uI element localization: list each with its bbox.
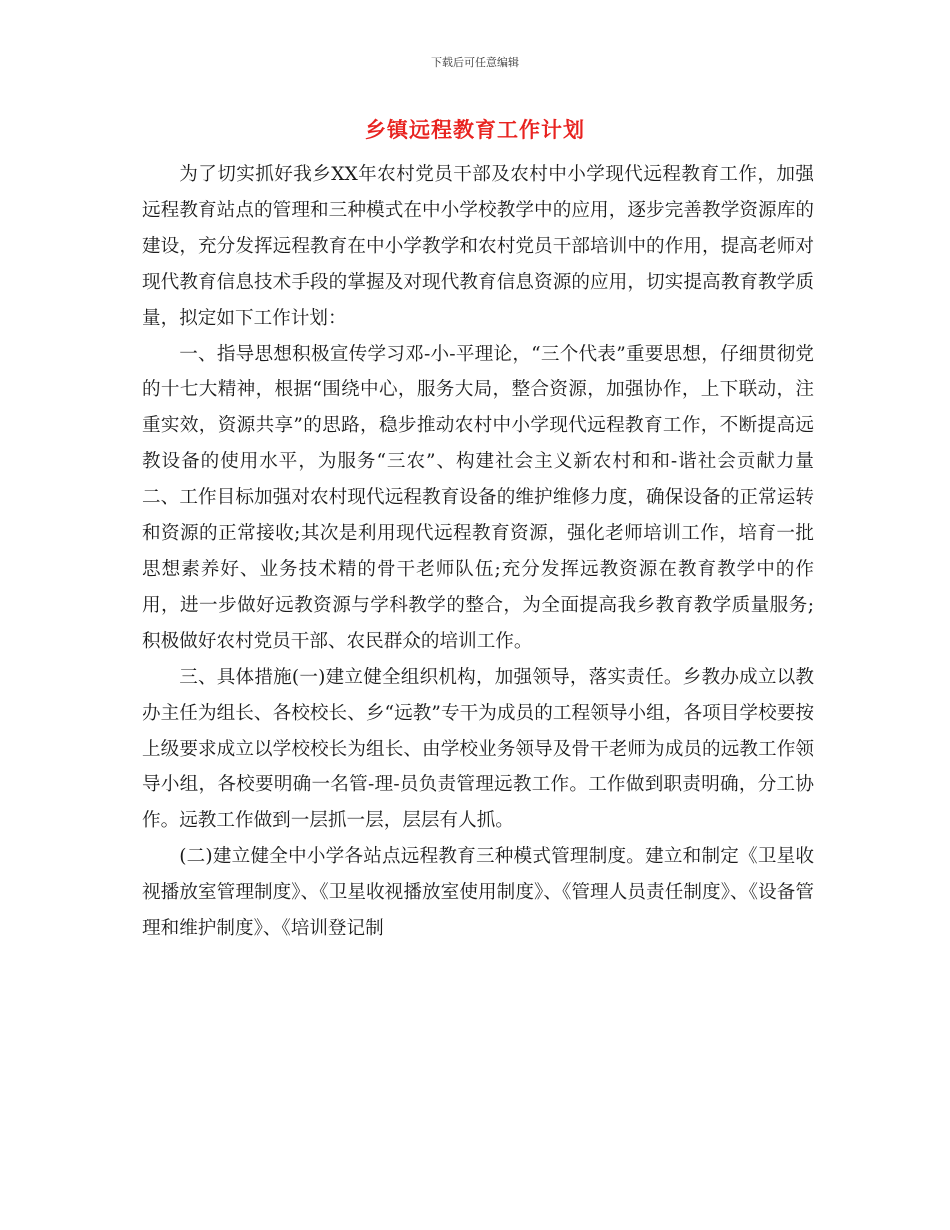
- paragraph-measures: 三、具体措施(一)建立健全组织机构，加强领导，落实责任。乡教办成立以教办主任为组长、各校校长、乡“远教”专干为成员的工程领导小组，各项目学校要按上级要求成立以学校校长为组长、由学校业务领导及骨干老师为成员的远教工作领导小组，各校要明确一名管-理-员负责管理远教工作。工作做到职责明确，分工协作。远教工作做到一层抓一层，层层有人抓。: [142, 666, 814, 832]
- paragraph-guiding-thought: 一、指导思想积极宣传学习邓-小-平理论，“三个代表”重要思想，仔细贯彻党的十七大精神，根据“围绕中心，服务大局，整合资源，加强协作，上下联动，注重实效，资源共享”的思路，稳步推动农村中小学现代远程教育工作，不断提高远教设备的使用水平，为服务“三农”、构建社会主义新农村和和-谐社会贡献力量二、工作目标加强对农村现代远程教育设备的维护维修力度，确保设备的正常运转和资源的正常接收;其次是利用现代远程教育资源，强化老师培训工作，培育一批思想素养好、业务技术精的骨干老师队伍;充分发挥远教资源在教育教学中的作用，进一步做好远教资源与学科教学的整合，为全面提高我乡教育教学质量服务;积极做好农村党员干部、农民群众的培训工作。: [142, 343, 815, 652]
- paragraph-intro: 为了切实抓好我乡XX年农村党员干部及农村中小学现代远程教育工作，加强远程教育站点的管理和三种模式在中小学校教学中的应用，逐步完善教学资源库的建设，充分发挥远程教育在中小学教学和农村党员干部培训中的作用，提高老师对现代教育信息技术手段的掌握及对现代教育信息资源的应用，切实提高教育教学质量，拟定如下工作计划：: [142, 164, 814, 329]
- document-body: [142, 157, 814, 947]
- header-note: 下载后可任意编辑: [431, 56, 519, 69]
- paragraph-management-system: (二)建立健全中小学各站点远程教育三种模式管理制度。建立和制定《卫星收视播放室管理制度》、《卫星收视播放室使用制度》、《管理人员责任制度》、《设备管理和维护制度》、《培训登记制: [142, 846, 814, 940]
- document-title: 乡镇远程教育工作计划: [365, 118, 585, 142]
